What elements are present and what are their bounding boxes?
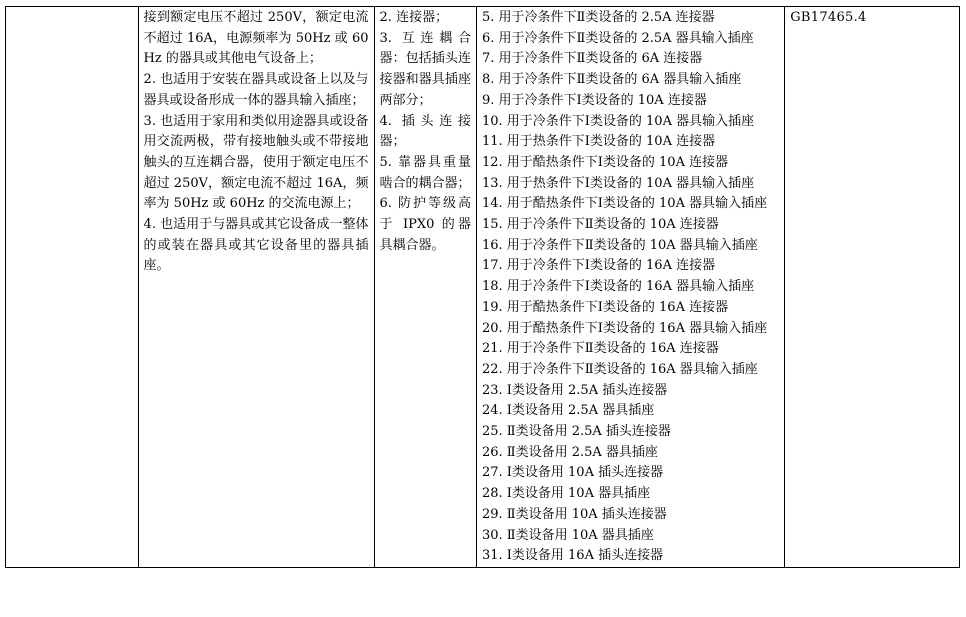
category-item: 3. 互连耦合器：包括插头连接器和器具插座两部分； bbox=[379, 30, 471, 108]
scope-paragraph: 2. 也适用于安装在器具或设备上以及与器具或设备形成一体的器具输入插座； bbox=[143, 72, 369, 108]
category-item: 4. 插头连接器； bbox=[379, 113, 471, 150]
list-item: 12. 用于酷热条件下Ⅰ类设备的 10A 连接器 bbox=[481, 154, 729, 170]
scope-paragraph: 3. 也适用于家用和类似用途器具或设备用交流两极，带有接地触头或不带接地触头的互连耦合器，使用于额定电压不超过 250V，额定电流不超过 16A，频率为 50Hz 或 60Hz 的交流电源上； bbox=[143, 113, 369, 212]
list-item: 29. Ⅱ类设备用 10A 插头连接器 bbox=[481, 506, 667, 522]
list-item: 30. Ⅱ类设备用 10A 器具插座 bbox=[481, 527, 654, 543]
list-item: 10. 用于冷条件下Ⅰ类设备的 10A 器具输入插座 bbox=[481, 113, 755, 129]
list-item: 14. 用于酷热条件下Ⅰ类设备的 10A 器具输入插座 bbox=[481, 196, 768, 212]
scope-cell bbox=[138, 7, 374, 568]
list-item: 5. 用于冷条件下Ⅱ类设备的 2.5A 连接器 bbox=[481, 10, 715, 25]
list-item: 31. Ⅰ类设备用 16A 插头连接器 bbox=[481, 548, 664, 564]
standard-number-cell: GB17465.4 bbox=[785, 7, 960, 568]
list-item: 19. 用于酷热条件下Ⅰ类设备的 16A 连接器 bbox=[481, 299, 729, 315]
list-item: 8. 用于冷条件下Ⅱ类设备的 6A 器具输入插座 bbox=[481, 72, 742, 88]
list-item: 7. 用于冷条件下Ⅱ类设备的 6A 连接器 bbox=[481, 51, 703, 67]
category-item: 6. 防护等级高于 IPX0 的器具耦合器。 bbox=[379, 196, 471, 253]
list-item: 18. 用于冷条件下Ⅰ类设备的 16A 器具输入插座 bbox=[481, 279, 755, 295]
list-item: 21. 用于冷条件下Ⅱ类设备的 16A 连接器 bbox=[481, 341, 719, 357]
list-item: 13. 用于热条件下Ⅰ类设备的 10A 器具输入插座 bbox=[481, 175, 755, 191]
list-item: 28. Ⅰ类设备用 10A 器具插座 bbox=[481, 486, 651, 502]
product-list-cell bbox=[476, 7, 784, 568]
category-cell bbox=[374, 7, 476, 568]
list-item: 25. Ⅱ类设备用 2.5A 插头连接器 bbox=[481, 424, 671, 440]
empty-cell bbox=[6, 7, 139, 568]
table-row bbox=[6, 7, 960, 568]
scope-paragraph: 4. 也适用于与器具或其它设备成一整体的或装在器具或其它设备里的器具插座。 bbox=[143, 217, 369, 274]
scope-paragraph: 接到额定电压不超过 250V，额定电流不超过 16A，电源频率为 50Hz 或 60Hz 的器具或其他电气设备上； bbox=[143, 10, 369, 67]
category-item: 2. 连接器； bbox=[379, 10, 449, 25]
list-item: 20. 用于酷热条件下Ⅰ类设备的 16A 器具输入插座 bbox=[481, 320, 768, 336]
list-item: 6. 用于冷条件下Ⅱ类设备的 2.5A 器具输入插座 bbox=[481, 30, 754, 46]
list-item: 24. Ⅰ类设备用 2.5A 器具插座 bbox=[481, 403, 655, 419]
list-item: 9. 用于冷条件下Ⅰ类设备的 10A 连接器 bbox=[481, 92, 707, 108]
list-item: 16. 用于冷条件下Ⅱ类设备的 10A 器具输入插座 bbox=[481, 237, 758, 253]
standards-table bbox=[5, 6, 960, 568]
list-item: 26. Ⅱ类设备用 2.5A 器具插座 bbox=[481, 444, 658, 460]
list-item: 22. 用于冷条件下Ⅱ类设备的 16A 器具输入插座 bbox=[481, 361, 758, 377]
list-item: 17. 用于冷条件下Ⅰ类设备的 16A 连接器 bbox=[481, 258, 716, 274]
list-item: 11. 用于热条件下Ⅰ类设备的 10A 连接器 bbox=[481, 134, 716, 150]
list-item: 15. 用于冷条件下Ⅱ类设备的 10A 连接器 bbox=[481, 217, 719, 233]
list-item: 27. Ⅰ类设备用 10A 插头连接器 bbox=[481, 465, 664, 481]
list-item: 23. Ⅰ类设备用 2.5A 插头连接器 bbox=[481, 382, 668, 398]
category-item: 5. 靠器具重量啮合的耦合器； bbox=[379, 154, 471, 191]
